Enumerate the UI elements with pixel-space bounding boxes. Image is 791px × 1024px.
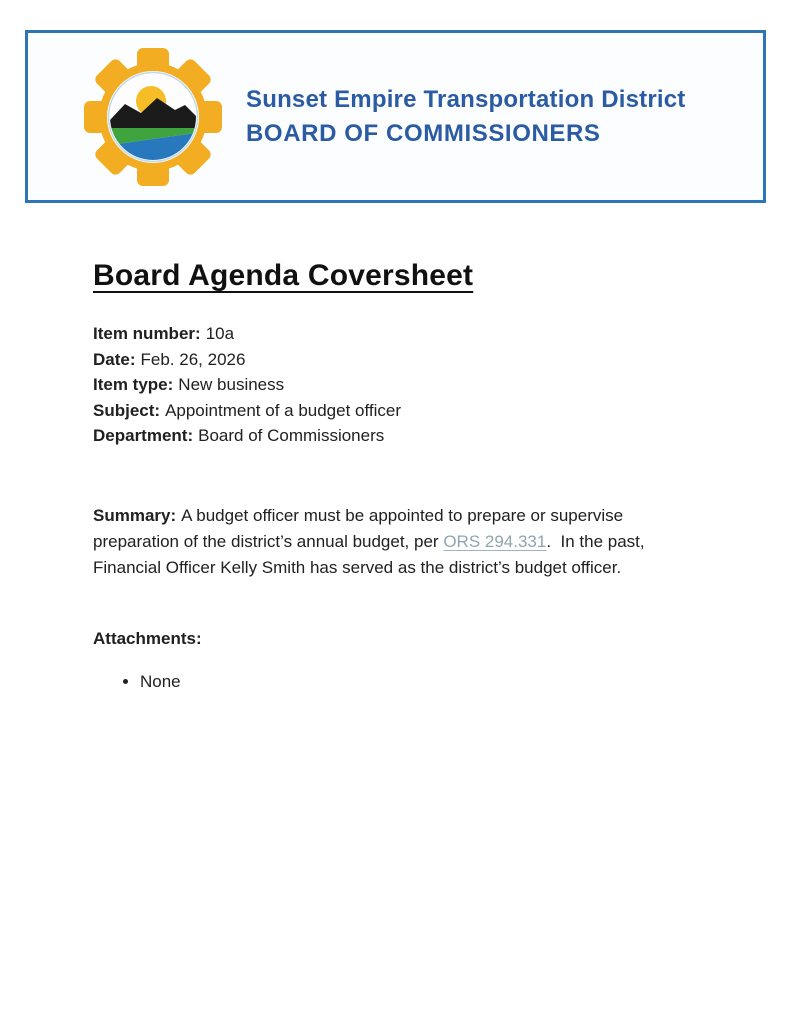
field-value: Board of Commissioners <box>198 426 385 445</box>
field-label: Subject: <box>93 400 161 420</box>
field-department <box>93 423 703 449</box>
summary-text-after-link: . In the past, Financial Officer Kelly Smith has served as the district’s budget officer. <box>93 531 650 577</box>
summary-label: Summary: <box>93 505 177 525</box>
field-date <box>93 347 703 373</box>
org-subtitle: BOARD OF COMMISSIONERS <box>246 119 601 147</box>
attachment-item: • None <box>140 669 703 694</box>
document-content <box>93 203 703 694</box>
header-banner <box>25 30 766 203</box>
header-titles <box>246 86 685 148</box>
org-name: Sunset Empire Transportation District <box>246 85 686 113</box>
attachments-heading: Attachments: <box>93 628 202 648</box>
sunset-scene <box>110 74 196 160</box>
page-title: Board Agenda Coversheet <box>93 259 474 292</box>
field-value: New business <box>178 375 285 394</box>
field-item-type <box>93 372 703 398</box>
summary-text-before-link: A budget officer must be appointed to prepare or supervise preparation of the district’s annual budget, per <box>93 505 628 551</box>
field-subject <box>93 398 703 424</box>
item-fields <box>93 321 703 449</box>
field-label: Department: <box>93 426 194 445</box>
field-label: Item type: <box>93 375 174 394</box>
field-label: Date: <box>93 349 136 369</box>
district-logo <box>83 47 223 187</box>
ors-statute-link[interactable]: ORS 294.331 <box>443 531 547 551</box>
gear-sunset-logo-icon <box>83 47 223 187</box>
attachments-list <box>93 669 703 694</box>
field-value: Appointment of a budget officer <box>165 400 402 420</box>
field-item-number <box>93 321 703 347</box>
field-label: Item number: <box>93 324 201 343</box>
field-value: 10a <box>205 324 235 343</box>
summary-paragraph <box>93 503 673 581</box>
field-value: Feb. 26, 2026 <box>140 349 246 369</box>
